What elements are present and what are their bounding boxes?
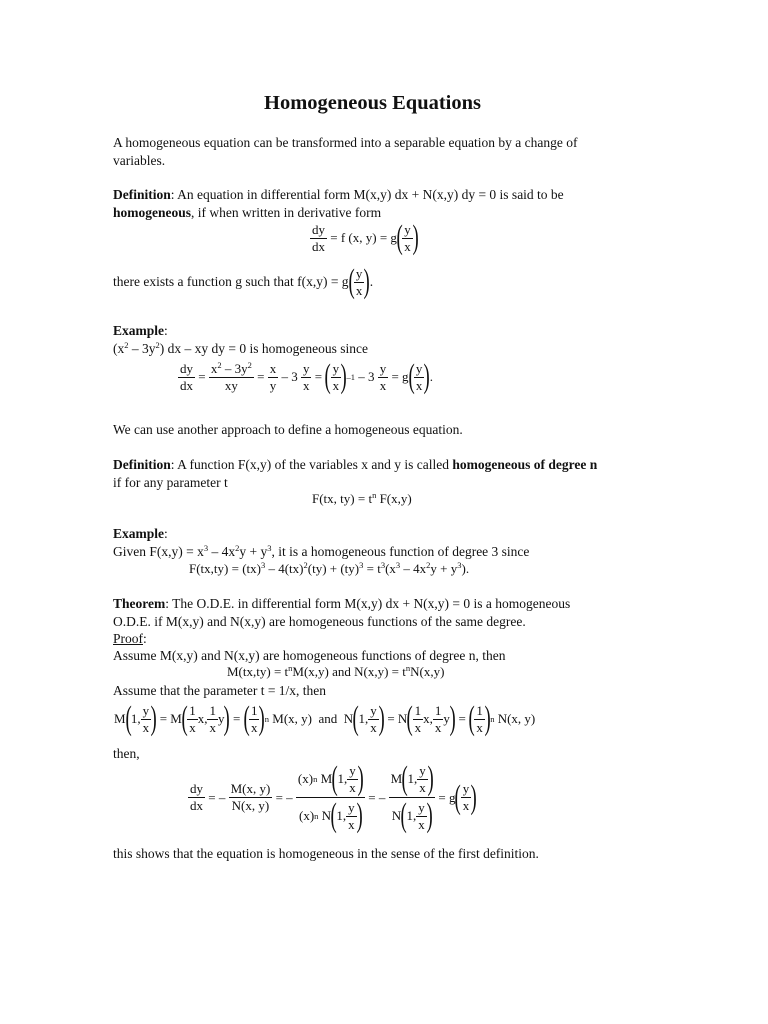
proof-then: then, (113, 746, 140, 761)
definition-1-text: : An equation in differential form M(x,y) dx + N(x,y) dy = 0 is said to be (170, 187, 564, 202)
approach-text: We can use another approach to define a homogeneous equation. (113, 422, 463, 437)
definition-1-label: Definition (113, 187, 171, 202)
proof-substitution-equation: M ( 1, $\frac{y}{x}$ ) = M ( $\frac{1}{x}$ x, $\frac{1}{x}$ y ) = ( $\frac{1}{x}$ ) n M(x, y) and N ( 1, $\frac{y}{x}$ ) = N ( $\frac{1}{x}$ x, $\frac{1}{x}$ y ) = ( $\frac{1}{x}$ ) n N(x, y) (114, 700, 536, 737)
definition-1-bold-term: homogeneous (113, 205, 192, 220)
proof-colon: : (143, 631, 147, 646)
theorem-line-1 (113, 595, 570, 613)
definition-2-label: Definition (113, 457, 171, 472)
definition-2-line-2: if for any parameter t (113, 475, 228, 490)
definition-1-function-line: there exists a function g such that f(x,y) = g ( $\frac{y}{x}$ ) . (113, 263, 374, 300)
example-1-heading (113, 322, 168, 340)
definition-2-line-1 (113, 456, 597, 474)
example-2-given-prefix: Given F(x,y) = x (113, 544, 204, 559)
example-1-text: dx – xy dy = 0 is homogeneous since (167, 341, 368, 356)
definition-1-text-2: , if when written in derivative form (191, 205, 382, 220)
intro-line-1: A homogeneous equation can be transformed into a separable equation by a change of (113, 135, 578, 150)
intro-line-2: variables. (113, 153, 166, 168)
definition-1-line-2 (113, 204, 381, 222)
example-1-label: Example (113, 323, 165, 338)
proof-assume-2: Assume that the parameter t = 1/x, then (113, 683, 327, 698)
definition-1-line-1 (113, 186, 564, 204)
theorem-label: Theorem (113, 596, 166, 611)
example-2-derivation: $F(tx,ty) = (tx)^3 - 4(tx)^2(ty) + (ty)^3 = t^3(x^3 - 4x^2y + y^3)$. (189, 560, 470, 576)
example-1-derivation: $\frac{dy}{dx}$ = $\frac{x^2 - 3y^2}{xy}$ = $\frac{x}{y}$ – 3 $\frac{y}{x}$ = ( $\frac{y}{x}$ ) –1 – 3 $\frac{y}{x}$ = g ( $\frac{y}{x}$ ) . (180, 358, 433, 395)
example-2-given-line: Given $F(x,y) = x^3 - 4x^2y + y^3$, it is a homogeneous function of degree 3 since (113, 543, 530, 559)
example-1-colon: : (164, 323, 168, 338)
definition-2-bold-term: homogeneous of degree n (452, 457, 598, 472)
proof-homogeneous-equations: $M(tx,ty) = t^nM(x,y)$ and $N(x,y) = t^nN(x,y)$ (227, 663, 445, 679)
page-title: Homogeneous Equations (264, 92, 482, 114)
proof-final-derivation: $\frac{dy}{dx}$ = – $\frac{M(x, y)}{N(x, y)}$ = – (x) n M ( 1, $\frac{y}{x}$ ) (x) n N ( 1, $\frac{y}{x}$ ) = – M ( 1, $\frac{y}{x}$ ) N ( 1, $\frac{y}{x}$ ) = g ( $\frac{y}{x}$ ) (190, 760, 478, 834)
example-1-equation-line: $(x^2 - 3y^2)$ dx – xy dy = 0 is homogeneous since (113, 340, 368, 356)
example-2-label: Example (113, 526, 165, 541)
proof-heading (113, 630, 147, 648)
theorem-line-2: O.D.E. if M(x,y) and N(x,y) are homogeneous functions of the same degree. (113, 614, 526, 629)
example-2-given-suffix: , it is a homogeneous function of degree 3 since (271, 544, 530, 559)
definition-2-text: : A function F(x,y) of the variables x and y is called (170, 457, 453, 472)
proof-assume-1: Assume M(x,y) and N(x,y) are homogeneous functions of degree n, then (113, 648, 506, 663)
example-2-heading (113, 525, 168, 543)
period: . (369, 274, 374, 289)
proof-conclusion: this shows that the equation is homogeneous in the sense of the first definition. (113, 846, 539, 861)
there-exists-text: there exists a function g such that f(x,y) = g (113, 274, 349, 289)
degree-n-equation: F(tx, $ty) = t^n$ F(x,y) (312, 490, 412, 506)
theorem-text: : The O.D.E. in differential form M(x,y) dx + N(x,y) = 0 is a homogeneous (165, 596, 571, 611)
proof-label: Proof (113, 631, 143, 646)
equation-derivative-form: $\frac{dy}{dx}$ = f (x, y) = g ( $\frac{y}{x}$ ) (312, 219, 419, 256)
example-2-colon: : (164, 526, 168, 541)
